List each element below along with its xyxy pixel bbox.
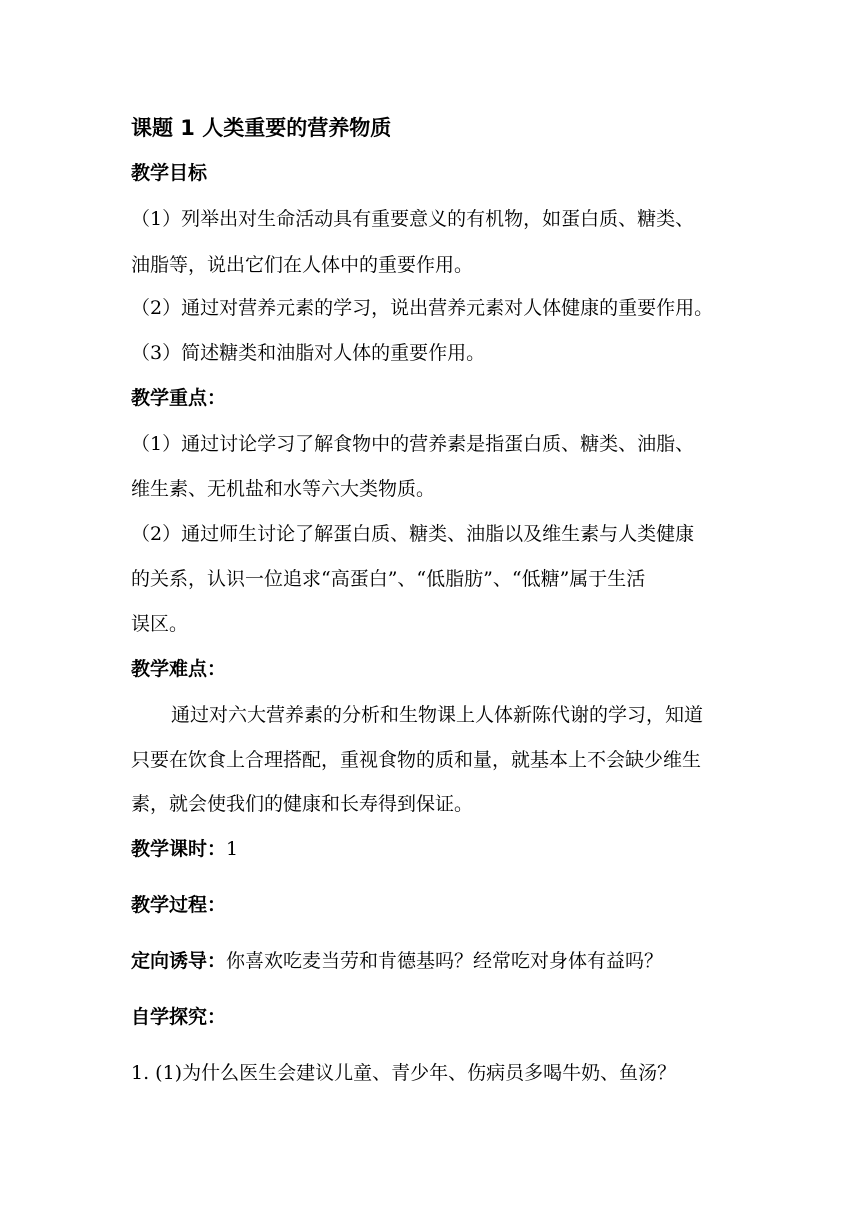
class-hours-row — [131, 837, 741, 861]
key-point-item-2-line-1: （2）通过师生讨论了解蛋白质、糖类、油脂以及维生素与人类健康 — [131, 523, 695, 545]
objective-item-1-line-1: （1）列举出对生命活动具有重要意义的有机物，如蛋白质、糖类、 — [131, 208, 695, 230]
key-point-item-1-line-2: 维生素、无机盐和水等六大类物质。 — [131, 478, 436, 500]
self-study-question-1: 1. (1)为什么医生会建议儿童、青少年、伤病员多喝牛奶、鱼汤？ — [131, 1062, 677, 1084]
guidance-row — [131, 949, 741, 973]
key-points-heading: 教学重点： — [131, 387, 227, 409]
key-point-item-2-line-2: 的关系，认识一位追求“高蛋白”、“低脂肪”、“低糖”属于生活 — [131, 568, 646, 590]
guidance-label: 定向诱导： — [131, 950, 227, 972]
key-point-item-2-line-3: 误区。 — [131, 613, 189, 635]
objective-item-1-line-2: 油脂等，说出它们在人体中的重要作用。 — [131, 254, 474, 276]
page-title: 课题 1 人类重要的营养物质 — [131, 116, 392, 140]
process-heading: 教学过程： — [131, 894, 227, 916]
guidance-text: 你喜欢吃麦当劳和肯德基吗？经常吃对身体有益吗？ — [226, 950, 664, 972]
objective-item-2: （2）通过对营养元素的学习，说出营养元素对人体健康的重要作用。 — [131, 297, 714, 319]
self-study-heading: 自学探究： — [131, 1006, 227, 1028]
key-point-item-1-line-1: （1）通过讨论学习了解食物中的营养素是指蛋白质、糖类、油脂、 — [131, 433, 695, 455]
difficulties-line-3: 素，就会使我们的健康和长寿得到保证。 — [131, 793, 474, 815]
class-hours-label: 教学课时： — [131, 838, 227, 860]
difficulties-line-1: 通过对六大营养素的分析和生物课上人体新陈代谢的学习，知道 — [171, 704, 704, 726]
difficulties-line-2: 只要在饮食上合理搭配，重视食物的质和量，就基本上不会缺少维生 — [131, 749, 702, 771]
objective-item-3: （3）简述糖类和油脂对人体的重要作用。 — [131, 342, 486, 364]
objectives-heading: 教学目标 — [131, 162, 208, 184]
class-hours-value: 1 — [226, 838, 239, 860]
difficulties-heading: 教学难点： — [131, 658, 227, 680]
